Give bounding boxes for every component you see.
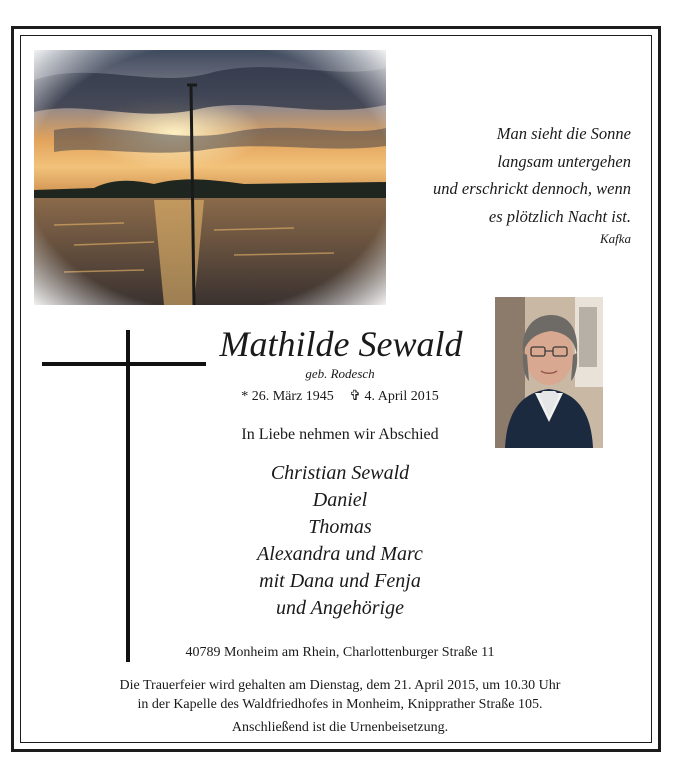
service-line: Die Trauerfeier wird gehalten am Dienstag, dem 21. April 2015, um 10.30 Uhr — [119, 678, 561, 693]
mourner-name: Thomas — [308, 516, 372, 538]
service-info — [50, 676, 630, 714]
service-line: in der Kapelle des Waldfriedhofes in Monheim, Knipprather Straße 105. — [137, 697, 543, 712]
portrait-photo — [495, 297, 603, 448]
mourner-name: mit Dana und Fenja — [259, 570, 421, 592]
family-address: 40789 Monheim am Rhein, Charlottenburger Straße 11 — [185, 645, 495, 660]
quote-line: langsam untergehen — [497, 151, 631, 171]
urn-burial-note: Anschließend ist die Urnenbeisetzung. — [231, 720, 449, 735]
quote-author: Kafka — [599, 231, 631, 246]
death-date: ✞ 4. April 2015 — [349, 389, 439, 404]
mourner-name: Daniel — [312, 489, 368, 511]
mourners-list — [170, 460, 510, 622]
quote-text — [331, 120, 631, 230]
mourner-name: Alexandra und Marc — [257, 543, 423, 565]
life-dates — [200, 388, 480, 405]
farewell-text: In Liebe nehmen wir Abschied — [241, 426, 439, 443]
mourner-name: und Angehörige — [276, 597, 404, 619]
quote-line: Man sieht die Sonne — [496, 124, 631, 143]
birth-date: * 26. März 1945 — [241, 389, 334, 404]
quote-line: es plötzlich Nacht ist. — [488, 206, 631, 226]
quote-line: und erschrickt dennoch, wenn — [433, 179, 631, 198]
deceased-name: Mathilde Sewald — [219, 324, 463, 364]
mourner-name: Christian Sewald — [270, 462, 410, 484]
maiden-name: geb. Rodesch — [305, 366, 375, 381]
